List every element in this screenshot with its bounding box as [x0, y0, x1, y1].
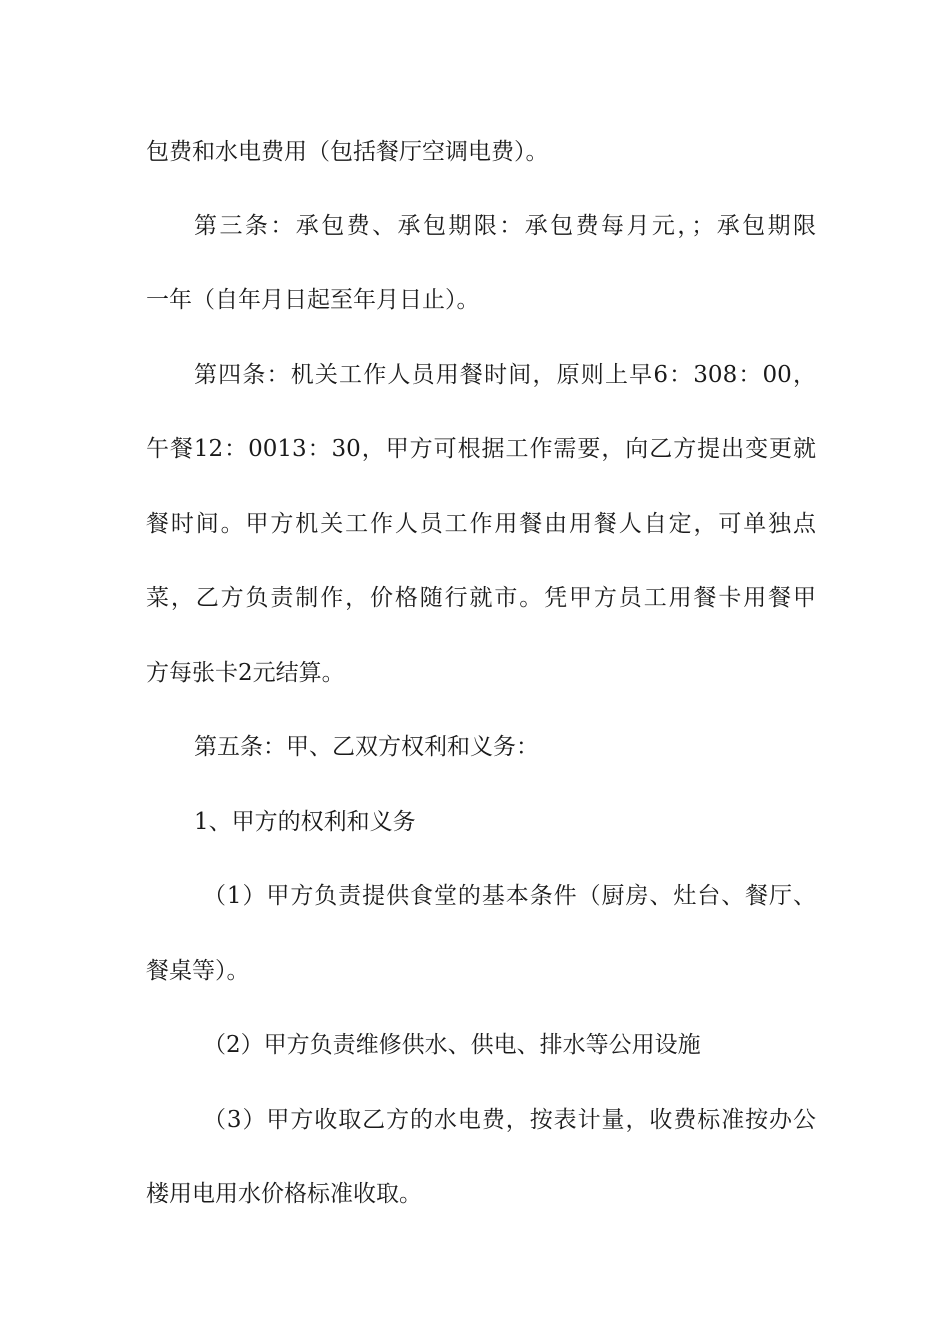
list-item: （1）甲方负责提供食堂的基本条件（厨房、灶台、餐厅、	[203, 883, 816, 909]
paragraph-line: 餐桌等）。	[146, 958, 250, 984]
article-five-heading: 第五条：甲、乙双方权利和义务：	[194, 734, 539, 760]
article-four-heading: 第四条：机关工作人员用餐时间，原则上早6：308：00，	[194, 362, 816, 388]
paragraph-line: 方每张卡2元结算。	[146, 660, 345, 686]
paragraph-line: 菜，乙方负责制作，价格随行就市。凭甲方员工用餐卡用餐甲	[146, 585, 816, 611]
list-item: （2）甲方负责维修供水、供电、排水等公用设施	[203, 1032, 701, 1058]
paragraph-line: 一年（自年月日起至年月日止）。	[146, 287, 480, 313]
paragraph-line: 午餐12：0013：30，甲方可根据工作需要，向乙方提出变更就	[146, 436, 816, 462]
paragraph-line: 楼用电用水价格标准收取。	[146, 1181, 422, 1207]
paragraph-line: 包费和水电费用（包括餐厅空调电费）。	[146, 139, 549, 165]
paragraph-line: 餐时间。甲方机关工作人员工作用餐由用餐人自定，可单独点	[146, 511, 816, 537]
section-heading: 1、甲方的权利和义务	[194, 809, 416, 835]
article-three-heading: 第三条：承包费、承包期限：承包费每月元，；承包期限	[194, 213, 816, 239]
list-item: （3）甲方收取乙方的水电费，按表计量，收费标准按办公	[203, 1107, 816, 1133]
